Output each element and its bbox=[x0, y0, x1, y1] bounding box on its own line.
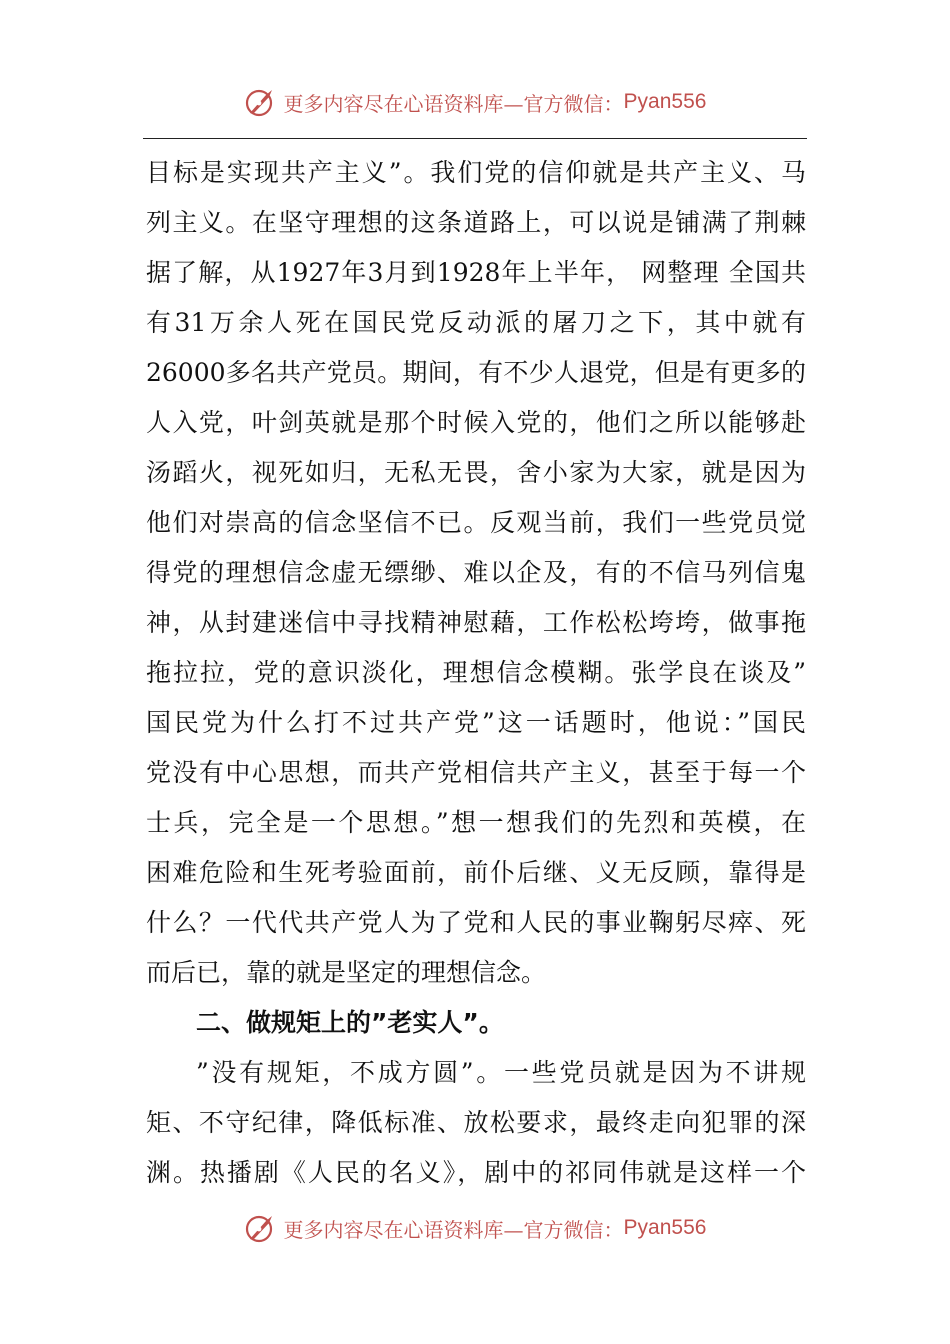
pen-nib-icon bbox=[244, 1212, 278, 1244]
watermark-text: 更多内容尽在心语资料库—官方微信： bbox=[283, 1217, 624, 1242]
header-watermark bbox=[0, 86, 950, 118]
text-line: 而后已，靠的就是坚定的理想信念。 bbox=[146, 958, 547, 987]
text-line: 拖拉拉，党的意识淡化，理想信念模糊。张学良在谈及” bbox=[146, 658, 806, 687]
text-line: 党没有中心思想，而共产党相信共产主义，甚至于每一个 bbox=[146, 758, 806, 787]
text-line: 神，从封建迷信中寻找精神慰藉，工作松松垮垮，做事拖 bbox=[146, 608, 806, 637]
text-line: 26000多名共产党员。期间，有不少人退党，但是有更多的 bbox=[146, 358, 806, 387]
footer-watermark bbox=[0, 1212, 950, 1244]
section-heading: 二、做规矩上的”老实人”。 bbox=[196, 1008, 504, 1037]
text-line: 什么？一代代共产党人为了党和人民的事业鞠躬尽瘁、死 bbox=[146, 908, 806, 937]
text-line: 得党的理想信念虚无缥缈、难以企及，有的不信马列信鬼 bbox=[146, 558, 806, 587]
watermark-text: 更多内容尽在心语资料库—官方微信： bbox=[283, 91, 624, 116]
document-body bbox=[146, 148, 806, 1198]
text-line: ”没有规矩，不成方圆”。一些党员就是因为不讲规 bbox=[196, 1058, 806, 1087]
text-line: 渊。热播剧《人民的名义》，剧中的祁同伟就是这样一个 bbox=[146, 1158, 806, 1187]
text-line: 士兵，完全是一个思想。”想一想我们的先烈和英模，在 bbox=[146, 808, 806, 837]
text-line: 他们对崇高的信念坚信不已。反观当前，我们一些党员觉 bbox=[146, 508, 806, 537]
text-line: 国民党为什么打不过共产党”这一话题时，他说：”国民 bbox=[146, 708, 806, 737]
text-line: 有31万余人死在国民党反动派的屠刀之下，其中就有 bbox=[146, 308, 806, 337]
watermark-wechat-id: Pyan556 bbox=[623, 90, 707, 113]
text-line: 汤蹈火，视死如归，无私无畏，舍小家为大家，就是因为 bbox=[146, 458, 806, 487]
text-line: 困难危险和生死考验面前，前仆后继、义无反顾，靠得是 bbox=[146, 858, 806, 887]
text-line: 人入党，叶剑英就是那个时候入党的，他们之所以能够赴 bbox=[146, 408, 806, 437]
text-line: 列主义。在坚守理想的这条道路上，可以说是铺满了荆棘 bbox=[146, 208, 806, 237]
header-rule bbox=[143, 138, 807, 139]
pen-nib-icon bbox=[244, 86, 278, 118]
text-line: 矩、不守纪律，降低标准、放松要求，最终走向犯罪的深 bbox=[146, 1108, 806, 1137]
watermark-wechat-id: Pyan556 bbox=[623, 1216, 707, 1239]
text-line: 目标是实现共产主义”。我们党的信仰就是共产主义、马 bbox=[146, 158, 806, 187]
text-line: 据了解，从1927年3月到1928年上半年， 网整理 全国共 bbox=[146, 258, 806, 287]
